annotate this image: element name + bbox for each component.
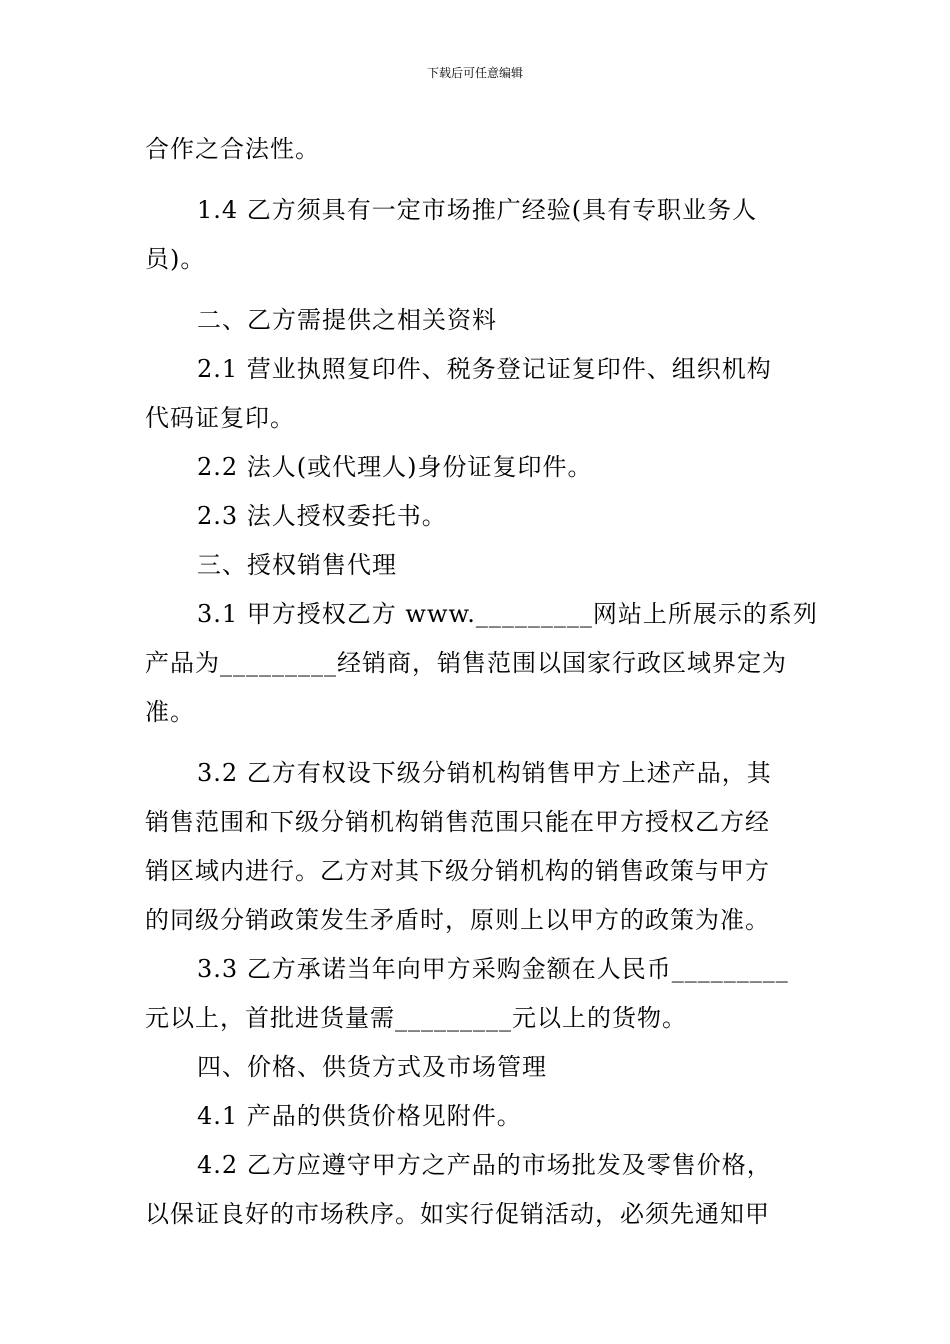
text-line: 2.1 营业执照复印件、税务登记证复印件、组织机构: [197, 355, 772, 383]
text-line: 的同级分销政策发生矛盾时，原则上以甲方的政策为准。: [145, 906, 770, 934]
text-line: 产品为_________经销商，销售范围以国家行政区域界定为: [145, 649, 787, 677]
text-line: 3.1 甲方授权乙方 www._________网站上所展示的系列: [197, 600, 818, 628]
text-line: 3.2 乙方有权设下级分销机构销售甲方上述产品，其: [197, 759, 772, 787]
section-heading: 三、授权销售代理: [197, 551, 397, 579]
text-line: 代码证复印。: [145, 404, 295, 432]
section-heading: 四、价格、供货方式及市场管理: [197, 1053, 547, 1081]
text-line: 4.1 产品的供货价格见附件。: [197, 1102, 522, 1130]
section-heading: 二、乙方需提供之相关资料: [197, 306, 497, 334]
page-header-note: 下载后可任意编辑: [426, 66, 523, 80]
text-line: 销售范围和下级分销机构销售范围只能在甲方授权乙方经: [145, 808, 770, 836]
text-line: 准。: [145, 698, 195, 726]
text-line: 销区域内进行。乙方对其下级分销机构的销售政策与甲方: [145, 857, 770, 885]
text-line: 以保证良好的市场秩序。如实行促销活动，必须先通知甲: [145, 1200, 770, 1228]
text-line: 1.4 乙方须具有一定市场推广经验(具有专职业务人: [197, 196, 758, 224]
text-line: 3.3 乙方承诺当年向甲方采购金额在人民币_________: [197, 955, 789, 983]
text-line: 元以上，首批进货量需_________元以上的货物。: [145, 1004, 687, 1032]
document-body: [145, 125, 818, 1239]
text-line: 4.2 乙方应遵守甲方之产品的市场批发及零售价格，: [197, 1151, 772, 1179]
text-line: 2.2 法人(或代理人)身份证复印件。: [197, 453, 593, 481]
text-line: 员)。: [145, 245, 206, 273]
text-line: 合作之合法性。: [145, 135, 320, 163]
text-line: 2.3 法人授权委托书。: [197, 502, 447, 530]
